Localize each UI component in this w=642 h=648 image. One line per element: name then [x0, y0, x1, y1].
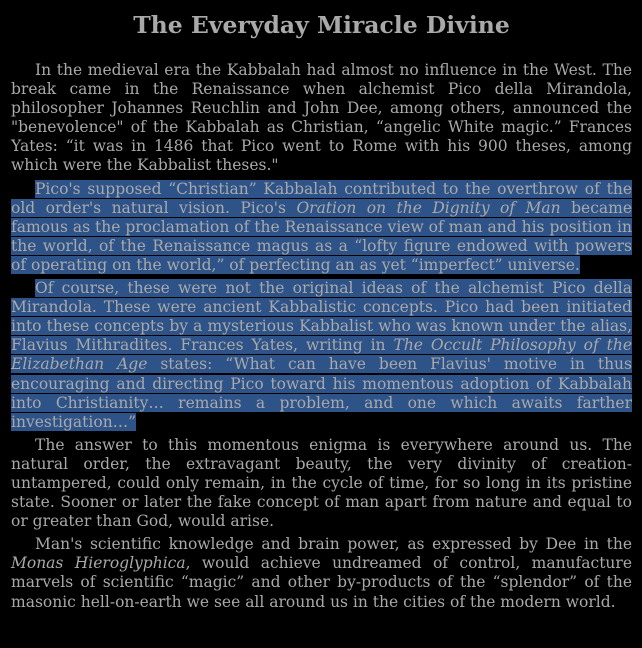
paragraph-5-text-b: , would achieve undreamed of control, manufacture marvels of scientific “magic” and other by-products of the “splendor” of the masonic hell-on-earth we see all around us in the cities of the modern world. [11, 554, 632, 611]
selected-text[interactable] [11, 180, 632, 274]
paragraph-2-text-b: became famous as the proclamation of the Renaissance view of man and his position in the world, of the Renaissance magus as a “lofty figure endowed with powers of operating on the world,” of perfecting an as yet “imperfect” universe. [11, 198, 632, 274]
paragraph-1-text: In the medieval era the Kabbalah had almost no influence in the West. The break came in the Renaissance when alchemist Pico della Mirandola, philosopher Johannes Reuchlin and John Dee, among others, announced the "benevolence" of the Kabbalah as Christian, “angelic White magic.” Frances Yates: “it was in 1486 that Pico went to Rome with his 900 theses, among which were the Kabbalist theses." [11, 61, 632, 175]
selected-text[interactable] [11, 279, 632, 431]
paragraph-1 [11, 61, 632, 176]
paragraph-4-text: The answer to this momentous enigma is everywhere around us. The natural order, the extravagant beauty, the very divinity of creation-untampered, could only remain, in the cycle of time, for so long in its pristine state. Sooner or later the fake concept of man apart from nature and equal to or greater than God, would arise. [11, 435, 632, 531]
paragraph-5-italic-title: Monas Hieroglyphica [11, 554, 186, 573]
paragraph-3-italic-title: The Occult Philosophy of the Elizabethan Age [11, 336, 633, 374]
paragraph-5 [11, 535, 632, 611]
paragraph-2-italic-title: Oration on the Dignity of Man [296, 198, 561, 217]
paragraph-4 [11, 436, 632, 531]
paragraph-2[interactable] [11, 180, 632, 275]
paragraph-5-text-a: Man's scientific knowledge and brain power, as expressed by Dee in the [35, 535, 632, 554]
page-title: The Everyday Miracle Divine [133, 11, 510, 39]
paragraph-3-text-b: states: “What can have been Flavius' motive in thus encouraging and directing Pico toward his momentous adoption of Kabbalah into Christianity… remains a problem, and one which awaits farther investigation…” [11, 355, 632, 431]
article-body [11, 61, 632, 616]
document-page [11, 0, 633, 611]
paragraph-2-text-a: Pico's supposed “Christian” Kabbalah contributed to the overthrow of the old order's natural vision. Pico's [11, 179, 632, 217]
paragraph-3[interactable] [11, 279, 632, 432]
paragraph-3-text-a: Of course, these were not the original ideas of the alchemist Pico della Mirandola. These were ancient Kabbalistic concepts. Pico had been initiated into these concepts by a mysterious Kabbalist who was known under the alias, Flavius Mithradites. Frances Yates, writing in [11, 279, 632, 355]
